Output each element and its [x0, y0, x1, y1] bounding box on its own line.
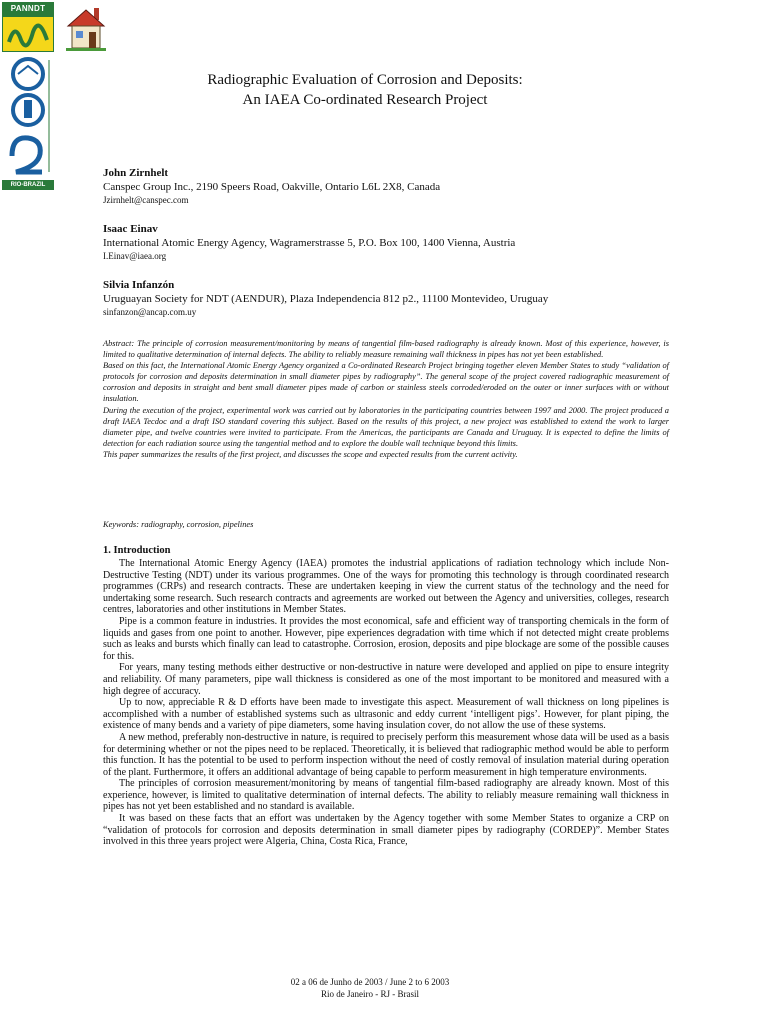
- section-body: [103, 558, 669, 848]
- abstract-paragraph: During the execution of the project, experimental work was carried out by laboratories in the participating countries between 1997 and 2000. The project produced a draft IAEA Tecdoc and a draft ISO standard covering this subject. Based on the results of this project, a new project was established to extend the work to larger diameter pipe, and twelve countries were invited to participate. From the Americas, the participants are Canada and Uruguay. It is expected to define the limits of detection for each radiation source using the tangential method and to explore the double wall technique beyond this limits.: [103, 405, 669, 448]
- body-paragraph: A new method, preferably non-destructive in nature, is required to precisely perform this measurement whose data will be used as a basis for determining whether or not the pipes need to be replaced. Theoretically, it is believed that radiographic method would be able to perform this function. It has the potential to be used to perform inspection without the need of costly removal of insulation material during operation of the plant. Furthermore, it offers an additional advantage of being capable to perform measurement in high temperature environments.: [103, 731, 669, 778]
- body-paragraph: For years, many testing methods either destructive or non-destructive in nature were developed and applied on pipe to ensure integrity and reliability. Of many parameters, pipe wall thickness is considered as one of the most important to be monitored and measured with a high degree of accuracy.: [103, 662, 669, 697]
- author-block: [103, 166, 683, 206]
- logo-wave-graphic: [7, 20, 51, 48]
- author-affiliation: Canspec Group Inc., 2190 Speers Road, Oakville, Ontario L6L 2X8, Canada: [103, 181, 441, 193]
- footer-location: Rio de Janeiro - RJ - Brasil: [321, 989, 419, 999]
- author-name: John Zirnhelt: [103, 167, 169, 179]
- logo-location-text: RIO-BRAZIL: [10, 182, 46, 188]
- author-list: [103, 166, 683, 334]
- footer-dates: 02 a 06 de Junho de 2003 / June 2 to 6 2003: [290, 977, 450, 987]
- author-email[interactable]: sinfanzon@ancap.com.uy: [103, 307, 197, 317]
- body-paragraph: Up to now, appreciable R & D efforts have been made to investigate this aspect. Measurement of wall thickness on long pipelines is accomplished with a number of established systems such as ultrasonic and eddy current ‘intelligent pigs’. However, for plant piping, the existence of many bends and a variety of pipe diameters, some having insulation cover, do not allow the use of these systems.: [103, 697, 669, 732]
- abstract-paragraph: Based on this fact, the International Atomic Energy Agency organized a Co-ordinated Research Project bringing together eleven Member States to study “validation of protocols for corrosion and deposits determination in small diameter pipes by radiography”. The general scope of the project covered radiographic measurement of corrosion and deposits in straight and bent small diameter pipes made of carbon or stainless steels corroded/eroded on the outer or inner surfaces with or without insulation.: [103, 361, 669, 404]
- author-name: Isaac Einav: [103, 223, 158, 235]
- body-paragraph: The International Atomic Energy Agency (IAEA) promotes the industrial applications of radiation technology which include Non-Destructive Testing (NDT) under its various programmes. One of the ways for promoting this technology is through coordinated research programmes (CRPs) and research contracts. These are undertaken keeping in view the current status of the technology and the need for undertaking some research. Such research contracts and agreements are worked out between the Agency and universities, colleges, research centres, laboratories and other institutions in Member States.: [103, 558, 669, 616]
- paper-title: [100, 70, 630, 110]
- logo-location-bar: [2, 180, 54, 190]
- title-line-2: An IAEA Co-ordinated Research Project: [242, 92, 488, 108]
- title-line-1: Radiographic Evaluation of Corrosion and Deposits:: [207, 72, 523, 88]
- author-email[interactable]: Jzirnhelt@canspec.com: [103, 195, 189, 205]
- author-affiliation: International Atomic Energy Agency, Wagramerstrasse 5, P.O. Box 100, 1400 Vienna, Austria: [103, 237, 516, 249]
- abstract: [103, 338, 669, 460]
- page-footer: [100, 976, 640, 1000]
- conference-logo: [2, 2, 54, 212]
- author-block: [103, 278, 683, 318]
- body-paragraph: Pipe is a common feature in industries. It provides the most economical, safe and efficient way of transporting chemicals in the form of liquids and gases from one point to another. However, pipe experiences degradation with time which if not detected might create problems such as leaks and bursts which finally can lead to catastrophe. Corrosion, erosion, deposits and pipe blockage are some of the possible causes for this.: [103, 615, 669, 662]
- home-icon[interactable]: [64, 4, 108, 52]
- author-affiliation: Uruguayan Society for NDT (AENDUR), Plaza Independencia 812 p2., 11100 Montevideo, Uruguay: [103, 293, 549, 305]
- author-name: Silvia Infanzón: [103, 279, 175, 291]
- author-block: [103, 222, 683, 262]
- logo-year-graphic: [2, 52, 54, 178]
- logo-org-text: PANNDT: [10, 4, 46, 13]
- body-paragraph: It was based on these facts that an effort was undertaken by the Agency together with some Member States to organize a CRP on “validation of protocols for corrosion and deposits determination in small diameter pipes by radiography (CORDEP)”. Member States involved in this three years project were Algeria, China, Costa Rica, France,: [103, 813, 669, 848]
- abstract-paragraph: Abstract: The principle of corrosion measurement/monitoring by means of tangential film-based radiography is already known. Most of this experience, however, is limited to qualitative determination of internal defects. The ability to reliably measure remaining wall thickness in pipes has not yet been established.: [103, 339, 669, 360]
- section-heading: 1. Introduction: [103, 545, 171, 556]
- keywords: Keywords: radiography, corrosion, pipelines: [103, 520, 254, 529]
- body-paragraph: The principles of corrosion measurement/monitoring by means of tangential film-based radiography are already known. Most of this experience, however, is limited to qualitative determination of internal defects. The ability to reliably measure remaining wall thickness in pipes has not yet been established and no standard is available.: [103, 778, 669, 813]
- logo-header: [2, 2, 54, 52]
- author-email[interactable]: I.Einav@iaea.org: [103, 251, 167, 261]
- abstract-paragraph: This paper summarizes the results of the first project, and discusses the scope and expected results from the current activity.: [103, 449, 518, 459]
